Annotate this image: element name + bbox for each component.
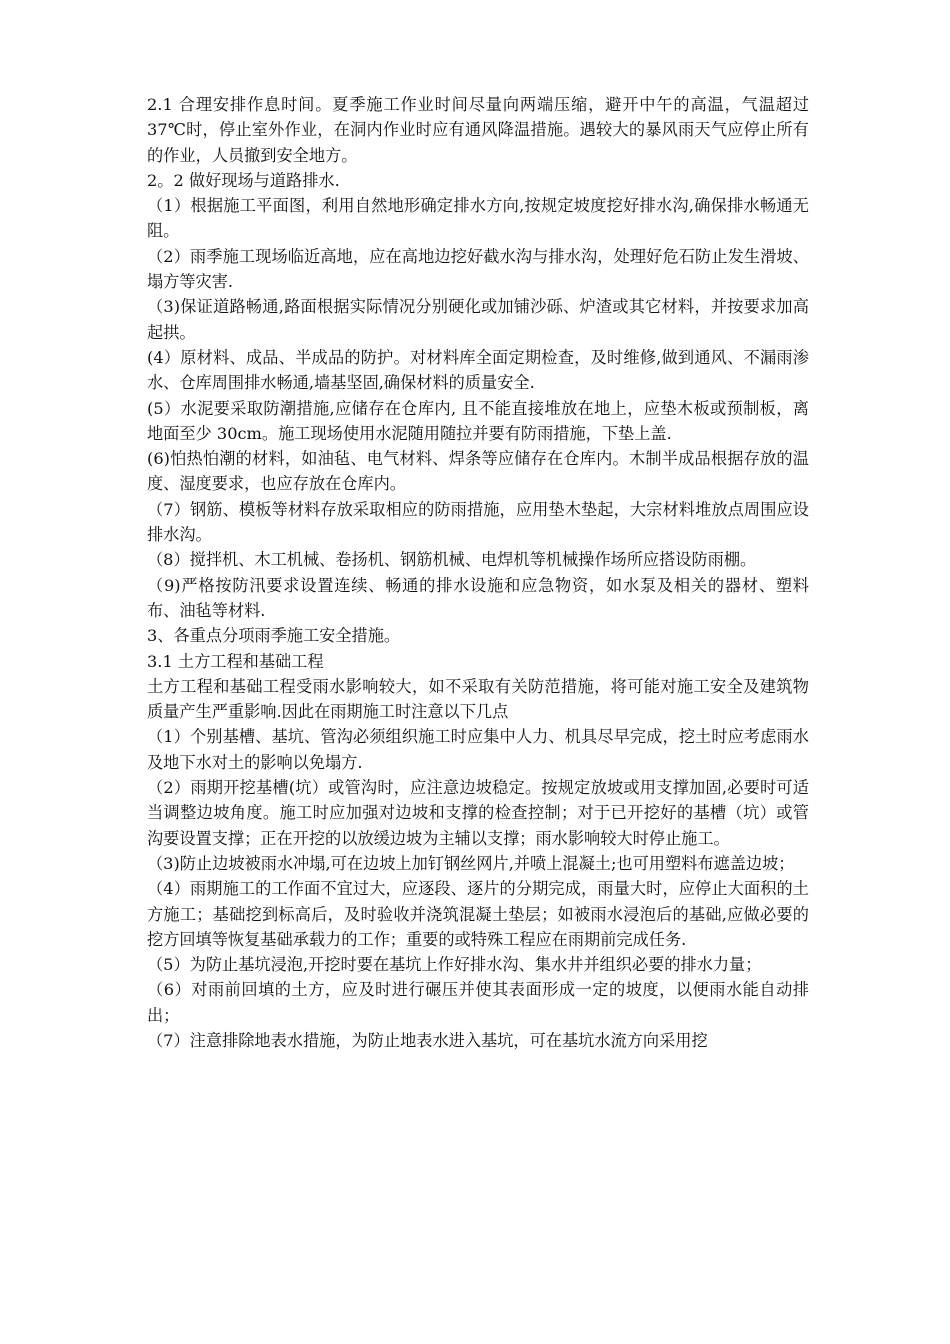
paragraph-drainage-item-3: （3)保证道路畅通,路面根据实际情况分别硬化或加铺沙砾、炉渣或其它材料，并按要求加高起拱。	[147, 297, 809, 342]
paragraph-drainage-item-5: (5）水泥要采取防潮措施,应储存在仓库内, 且不能直接堆放在地上，应垫木板或预制板，离地面至少 30cm。施工现场使用水泥随用随拉并要有防雨措施，下垫上盖.	[147, 398, 809, 443]
paragraph-drainage-item-7: （7）钢筋、模板等材料存放采取相应的防雨措施，应用垫木垫起，大宗材料堆放点周围应设排水沟。	[147, 499, 809, 545]
paragraph-2-2-drainage-heading: 2。2 做好现场与道路排水.	[147, 170, 340, 190]
paragraph-earthwork-intro: 土方工程和基础工程受雨水影响较大，如不采取有关防范措施，将可能对施工安全及建筑物质量产生严重影响.因此在雨期施工时注意以下几点	[147, 676, 809, 722]
paragraph-drainage-item-4: (4）原材料、成品、半成品的防护。对材料库全面定期检查，及时维修,做到通风、不漏雨渗水、仓库周围排水畅通,墙基坚固,确保材料的质量安全.	[147, 347, 809, 393]
paragraph-earthwork-item-5: （5）为防止基坑浸泡,开挖时要在基坑上作好排水沟、集水井并组织必要的排水力量；	[147, 955, 762, 975]
paragraph-drainage-item-9: （9)严格按防汛要求设置连续、畅通的排水设施和应急物资，如水泵及相关的器材、塑料布、油毡等材料.	[147, 575, 809, 620]
document-body	[147, 92, 809, 1053]
paragraph-drainage-item-8: （8）搅拌机、木工机械、卷扬机、钢筋机械、电焊机等机械操作场所应搭设防雨棚。	[147, 550, 757, 570]
section-3-1-heading: 3.1 土方工程和基础工程	[147, 651, 324, 671]
paragraph-2-1-work-rest: 2.1 合理安排作息时间。夏季施工作业时间尽量向两端压缩，避开中午的高温，气温超过 37℃时，停止室外作业，在洞内作业时应有通风降温措施。遇较大的暴风雨天气应停止所有的作业，人员撤到安全地方。	[147, 95, 809, 165]
paragraph-earthwork-item-1: （1）个别基槽、基坑、管沟必须组织施工时应集中人力、机具尽早完成，挖土时应考虑雨水及地下水对土的影响以免塌方.	[147, 727, 809, 772]
section-3-heading: 3、各重点分项雨季施工安全措施。	[147, 626, 401, 646]
paragraph-drainage-item-6: (6)怕热怕潮的材料，如油毡、电气材料、焊条等应储存在仓库内。木制半成品根据存放的温度、湿度要求，也应存放在仓库内。	[147, 449, 809, 494]
paragraph-earthwork-item-6: （6）对雨前回填的土方，应及时进行碾压并使其表面形成一定的坡度，以便雨水能自动排出；	[147, 980, 809, 1025]
paragraph-earthwork-item-4: （4）雨期施工的工作面不宜过大，应逐段、逐片的分期完成，雨量大时，应停止大面积的土方施工；基础挖到标高后，及时验收并浇筑混凝土垫层；如被雨水浸泡后的基础,应做必要的挖方回填等恢复基础承载力的工作；重要的或特殊工程应在雨期前完成任务.	[147, 879, 809, 949]
paragraph-earthwork-item-7: （7）注意排除地表水措施，为防止地表水进入基坑，可在基坑水流方向采用挖	[147, 1030, 708, 1050]
paragraph-earthwork-item-3: （3)防止边坡被雨水冲塌,可在边坡上加钉钢丝网片,并喷上混凝土;也可用塑料布遮盖边坡；	[147, 853, 795, 873]
paragraph-drainage-item-2: （2）雨季施工现场临近高地，应在高地边挖好截水沟与排水沟，处理好危石防止发生滑坡、塌方等灾害.	[147, 246, 809, 292]
paragraph-drainage-item-1: （1）根据施工平面图，利用自然地形确定排水方向,按规定坡度挖好排水沟,确保排水畅通无阻。	[147, 196, 809, 241]
paragraph-earthwork-item-2: （2）雨期开挖基槽(坑）或管沟时，应注意边坡稳定。按规定放坡或用支撑加固,必要时可适当调整边坡角度。施工时应加强对边坡和支撑的检查控制；对于已开挖好的基槽（坑）或管沟要设置支撑；正在开挖的以放缓边坡为主辅以支撑；雨水影响较大时停止施工。	[147, 778, 809, 848]
